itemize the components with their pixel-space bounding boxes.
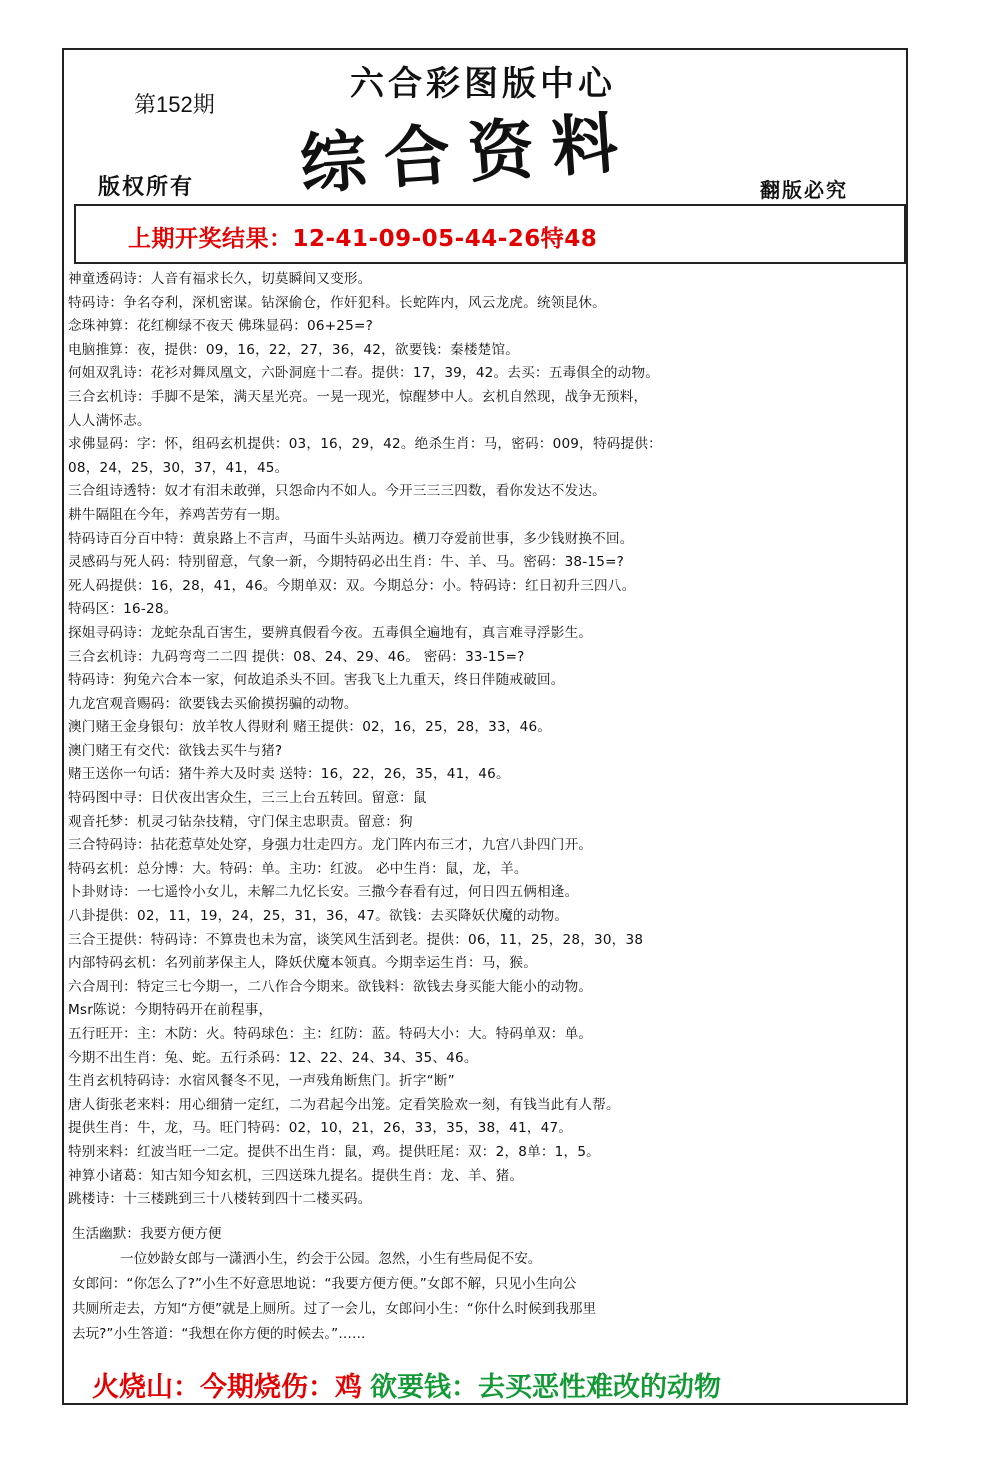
tip-line: 三合王提供：特码诗：不算贵也未为富，谈笑风生活到老。提供：06，11，25，28，30，38 <box>68 931 644 948</box>
tip-line: 特码诗百分百中特：黄泉路上不言声，马面牛头站两边。横刀夺爱前世事，多少钱财换不回。 <box>68 530 634 547</box>
last-draw-result: 上期开奖结果：12-41-09-05-44-26特48 <box>128 226 598 252</box>
tip-line: 神算小诸葛：知古知今知玄机，三四送珠九提名。提供生肖：龙、羊、猪。 <box>68 1167 524 1184</box>
story-title: 生活幽默：我要方便方便 <box>72 1226 222 1242</box>
humor-story <box>72 1222 902 1347</box>
tip-line: 特别来料：红波当旺一二定。提供不出生肖：鼠，鸡。提供旺尾：双：2，8单：1，5。 <box>68 1143 600 1160</box>
footer-banner <box>92 1365 721 1404</box>
tip-line: 特码诗：争名夺利，深机密谋。钻深偷仓，作奸犯科。长蛇阵内，风云龙虎。统领昆休。 <box>68 294 606 311</box>
tip-line: 澳门赌王有交代：欲钱去买牛与猪? <box>68 742 283 759</box>
tip-line: 三合组诗透特：奴才有泪未敢弹，只怨命内不如人。今开三三三四数，看你发达不发达。 <box>68 483 606 500</box>
tip-line: 内部特码玄机：名列前茅保主人，降妖伏魔本领真。今期幸运生肖：马，猴。 <box>68 955 537 972</box>
tip-line: 人人满怀志。 <box>68 412 151 429</box>
tip-line: 求佛显码：字：怀，组码玄机提供：03，16，29，42。绝杀生肖：马，密码：009，特码提供： <box>68 436 662 453</box>
tip-line: 三合玄机诗：手脚不是笨，满天星光亮。一晃一现光，惊醒梦中人。玄机自然现，战争无预料， <box>68 388 648 405</box>
tip-line: 生肖玄机特码诗：水宿风餐冬不见，一声残角断焦门。折字“断” <box>68 1073 455 1090</box>
tip-line: 赌王送你一句话：猪牛养大及时卖 送特：16，22，26，35，41，46。 <box>68 766 510 783</box>
tip-line: 三合特码诗：拈花惹草处处穿，身强力壮走四方。龙门阵内布三才，九宫八卦四门开。 <box>68 837 593 854</box>
tip-line: 特码图中寻：日伏夜出害众生，三三上台五转回。留意：鼠 <box>68 790 427 807</box>
tip-line: 耕牛隔阻在今年，养鸡苦劳有一期。 <box>68 506 289 523</box>
footer-red-text: 火烧山：今期烧伤：鸡 <box>92 1372 362 1403</box>
issue-number: 第152期 <box>134 92 215 117</box>
tip-line: 三合玄机诗：九码弯弯二二四 提供：08、24、29、46。 密码：33-15=? <box>68 648 525 665</box>
tip-line: 观音托梦：机灵刁钻杂技精，守门保主忠职责。留意：狗 <box>68 813 413 830</box>
tip-line: 特码玄机：总分博：大。特码：单。主功：红波。 必中生肖：鼠，龙，羊。 <box>68 860 528 877</box>
publisher-title: 六合彩图版中心 <box>350 64 616 104</box>
story-line: 女郎问：“你怎么了?”小生不好意思地说：“我要方便方便。”女郎不解，只见小生向公 <box>72 1276 577 1292</box>
tip-line: 特码诗：狗兔六合本一家，何故追杀头不回。害我飞上九重天，终日伴随戒破回。 <box>68 672 565 689</box>
tip-line: 今期不出生肖：兔、蛇。五行杀码：12、22、24、34、35、46。 <box>68 1049 478 1066</box>
tip-line: 澳门赌王金身银句：放羊牧人得财利 赌王提供：02，16，25，28，33，46。 <box>68 719 552 736</box>
piracy-warning-tag: 翻版必究 <box>760 178 848 202</box>
tip-line: 电脑推算：夜，提供：09，16，22，27，36，42，欲要钱：秦楼楚馆。 <box>68 341 520 358</box>
tip-line: 特码区：16-28。 <box>68 601 178 618</box>
tip-line: 八卦提供：02，11，19，24，25，31，36，47。欲钱：去买降妖伏魔的动物。 <box>68 908 569 925</box>
story-line: 一位妙龄女郎与一潇洒小生，约会于公园。忽然，小生有些局促不安。 <box>120 1251 542 1267</box>
tip-line: 九龙宫观音赐码：欲要钱去买偷摸拐骗的动物。 <box>68 695 358 712</box>
tip-line: 探姐寻码诗：龙蛇杂乱百害生，要辨真假看今夜。五毒俱全遍地有，真言难寻浮影生。 <box>68 624 593 641</box>
footer-green-text: 欲要钱：去买恶性难改的动物 <box>370 1372 721 1403</box>
tip-line: 念珠神算：花红柳绿不夜天 佛珠显码：06+25=? <box>68 318 374 335</box>
tip-line: 提供生肖：牛，龙，马。旺门特码：02，10，21，26，33，35，38，41，47。 <box>68 1120 573 1137</box>
tip-line: 神童透码诗：人音有福求长久，切莫瞬间又变形。 <box>68 271 372 287</box>
tip-line: 跳楼诗：十三楼跳到三十八楼转到四十二楼买码。 <box>68 1191 372 1208</box>
tip-line: 五行旺开：主：木防：火。特码球色：主：红防：蓝。特码大小：大。特码单双：单。 <box>68 1026 593 1042</box>
story-line: 去玩?”小生答道：“我想在你方便的时候去。”…… <box>72 1326 366 1342</box>
copyright-tag: 版权所有 <box>98 174 195 200</box>
tips-list <box>68 268 904 1212</box>
tip-line: 08，24，25，30，37，41，45。 <box>68 459 289 476</box>
tip-line: 死人码提供：16，28，41，46。今期单双：双。今期总分：小。特码诗：红日初升三四八。 <box>68 577 636 594</box>
main-title: 综合资料 <box>297 102 639 204</box>
tip-line: 唐人街张老来料：用心细猜一定红，二为君起今出笼。定看笑脸欢一刻，有钱当此有人帮。 <box>68 1096 620 1113</box>
tip-line: 灵感码与死人码：特别留意，气象一新，今期特码必出生肖：牛、羊、马。密码：38-15=? <box>68 554 625 571</box>
tip-line: Msr陈说：今期特码开在前程事， <box>68 1002 273 1019</box>
tip-line: 卜卦财诗：一七遥怜小女儿，未解二九忆长安。三撒今春看有过，何日四五俩相逢。 <box>68 884 579 901</box>
story-line: 共厕所走去，方知“方便”就是上厕所。过了一会儿，女郎问小生：“你什么时候到我那里 <box>72 1301 597 1317</box>
tip-line: 六合周刊：特定三七今期一，二八作合今期来。欲钱料：欲钱去身买能大能小的动物。 <box>68 978 593 995</box>
tip-line: 何姐双乳诗：花衫对舞凤凰文，六卧洞庭十二春。提供：17，39，42。去买：五毒俱全的动物。 <box>68 365 660 382</box>
